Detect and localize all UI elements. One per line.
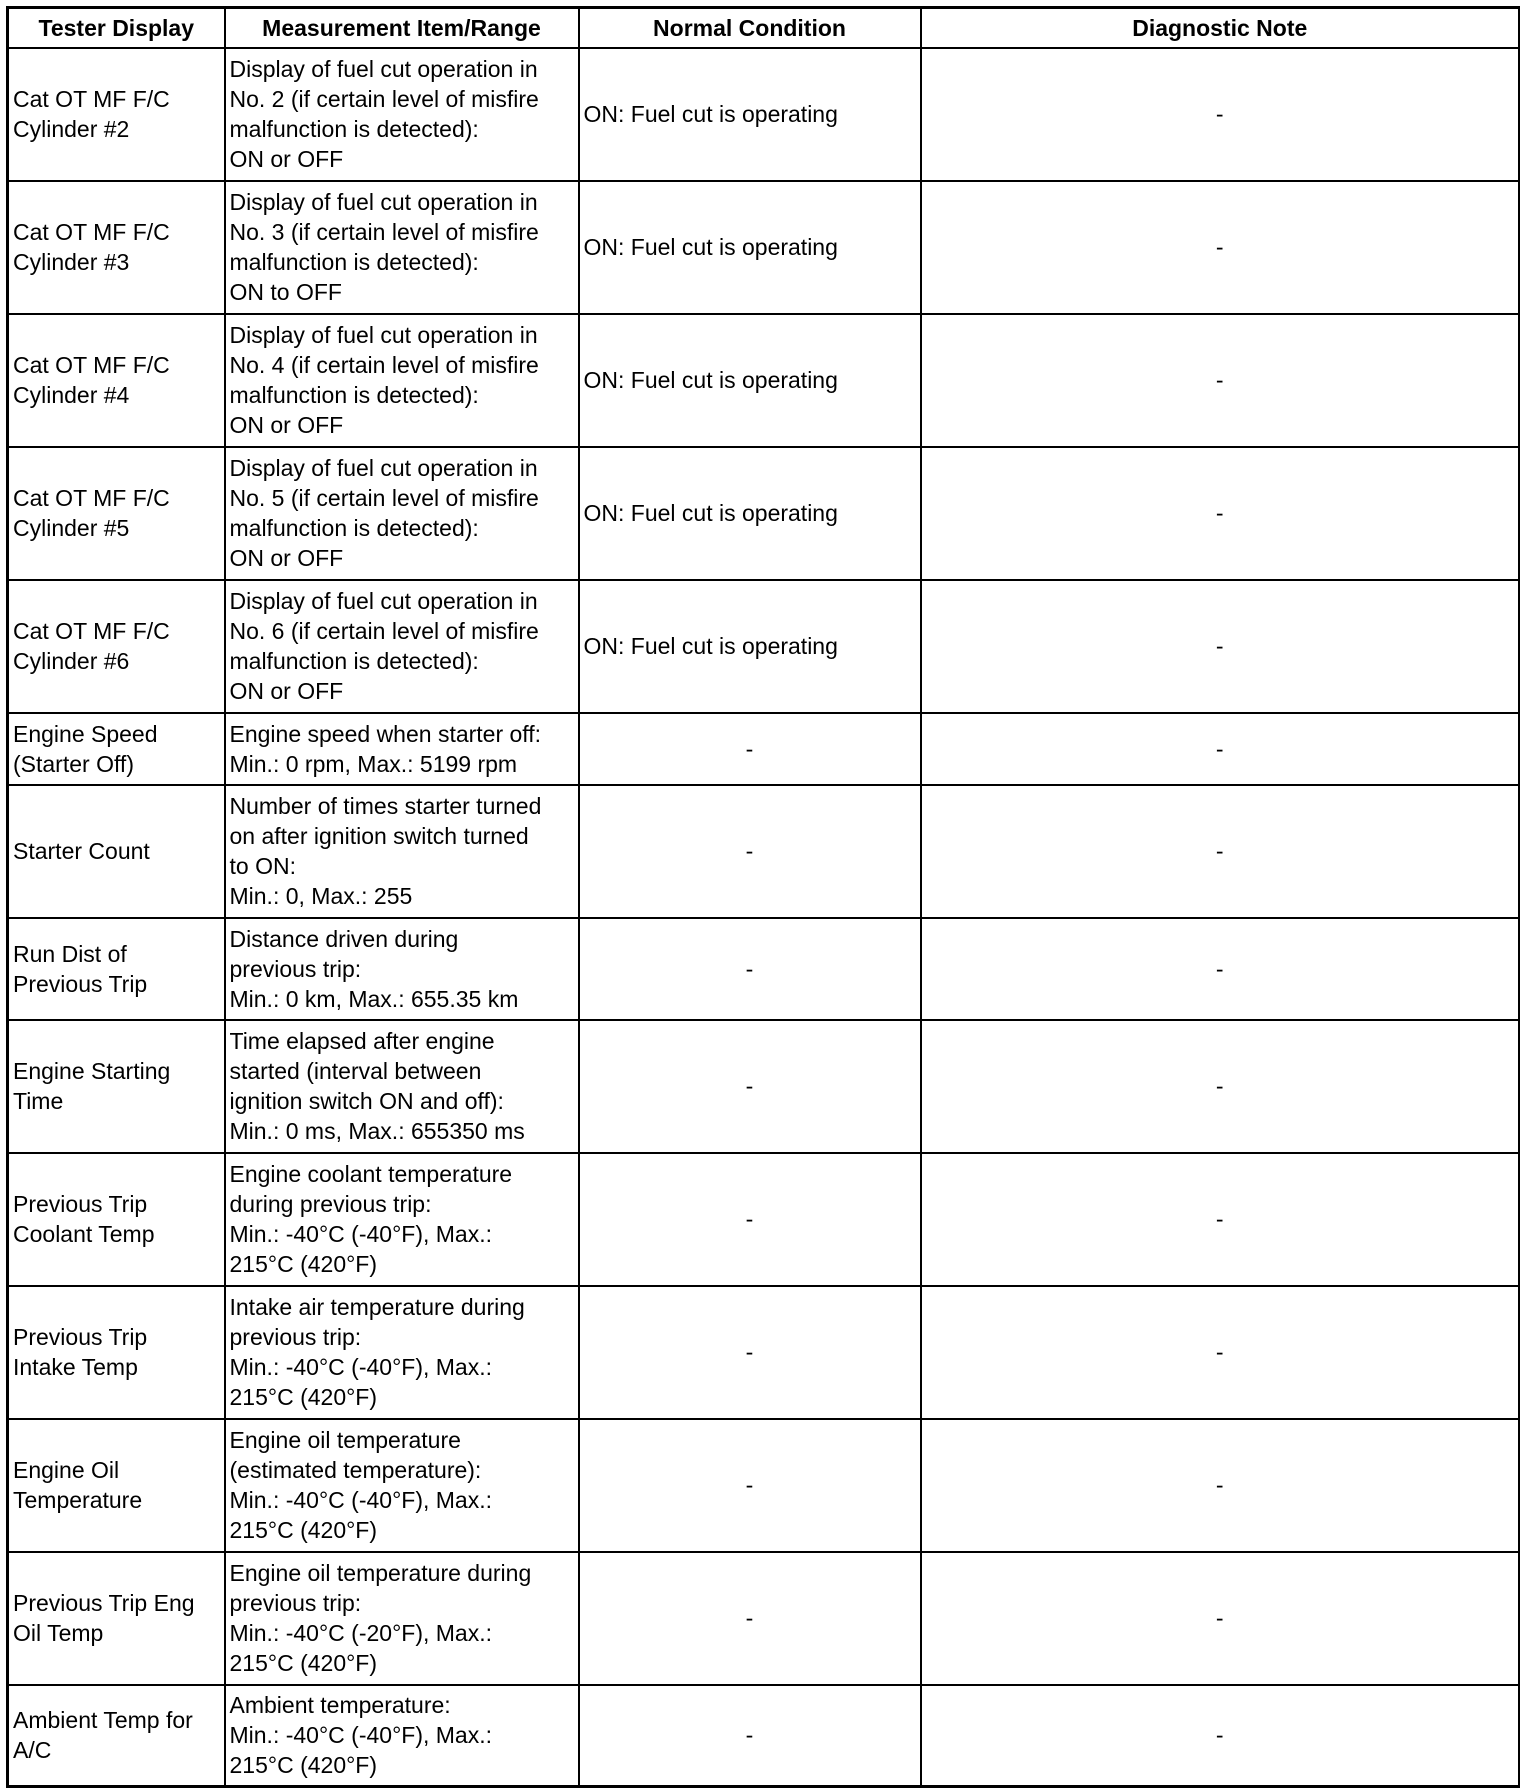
measurement-item-cell: Number of times starter turned on after ignition switch turned to ON: Min.: 0, Max.: 255 bbox=[225, 785, 579, 918]
tester-display-cell: Previous Trip Coolant Temp bbox=[8, 1153, 225, 1286]
data-list-table bbox=[6, 6, 1520, 1788]
table-row bbox=[8, 1020, 1520, 1153]
table-row bbox=[8, 1552, 1520, 1685]
normal-condition-cell: ON: Fuel cut is operating bbox=[579, 181, 921, 314]
normal-condition-cell: - bbox=[579, 1419, 921, 1552]
measurement-item-cell: Display of fuel cut operation in No. 6 (if certain level of misfire malfunction is detected): ON or OFF bbox=[225, 580, 579, 713]
measurement-item-cell: Engine speed when starter off: Min.: 0 rpm, Max.: 5199 rpm bbox=[225, 713, 579, 785]
measurement-item-cell: Display of fuel cut operation in No. 2 (if certain level of misfire malfunction is detected): ON or OFF bbox=[225, 48, 579, 181]
table-row bbox=[8, 1153, 1520, 1286]
tester-display-cell: Previous Trip Eng Oil Temp bbox=[8, 1552, 225, 1685]
normal-condition-cell: ON: Fuel cut is operating bbox=[579, 447, 921, 580]
normal-condition-cell: - bbox=[579, 1020, 921, 1153]
header-tester-display: Tester Display bbox=[8, 8, 225, 48]
table-row bbox=[8, 181, 1520, 314]
diagnostic-note-cell: - bbox=[921, 1153, 1520, 1286]
measurement-item-cell: Engine coolant temperature during previous trip: Min.: -40°C (-40°F), Max.: 215°C (420°F) bbox=[225, 1153, 579, 1286]
tester-display-cell: Cat OT MF F/C Cylinder #4 bbox=[8, 314, 225, 447]
tester-display-cell: Ambient Temp for A/C bbox=[8, 1685, 225, 1787]
diagnostic-note-cell: - bbox=[921, 785, 1520, 918]
measurement-item-cell: Engine oil temperature during previous trip: Min.: -40°C (-20°F), Max.: 215°C (420°F) bbox=[225, 1552, 579, 1685]
header-measurement-item: Measurement Item/Range bbox=[225, 8, 579, 48]
measurement-item-cell: Distance driven during previous trip: Min.: 0 km, Max.: 655.35 km bbox=[225, 918, 579, 1020]
table-row bbox=[8, 713, 1520, 785]
normal-condition-cell: ON: Fuel cut is operating bbox=[579, 580, 921, 713]
tester-display-cell: Cat OT MF F/C Cylinder #3 bbox=[8, 181, 225, 314]
table-row bbox=[8, 447, 1520, 580]
tester-display-cell: Cat OT MF F/C Cylinder #2 bbox=[8, 48, 225, 181]
diagnostic-note-cell: - bbox=[921, 314, 1520, 447]
header-diagnostic-note: Diagnostic Note bbox=[921, 8, 1520, 48]
normal-condition-cell: - bbox=[579, 918, 921, 1020]
table-row bbox=[8, 1286, 1520, 1419]
tester-display-cell: Run Dist of Previous Trip bbox=[8, 918, 225, 1020]
diagnostic-note-cell: - bbox=[921, 580, 1520, 713]
measurement-item-cell: Display of fuel cut operation in No. 4 (if certain level of misfire malfunction is detected): ON or OFF bbox=[225, 314, 579, 447]
measurement-item-cell: Display of fuel cut operation in No. 3 (if certain level of misfire malfunction is detected): ON to OFF bbox=[225, 181, 579, 314]
tester-display-cell: Starter Count bbox=[8, 785, 225, 918]
measurement-item-cell: Display of fuel cut operation in No. 5 (if certain level of misfire malfunction is detected): ON or OFF bbox=[225, 447, 579, 580]
table-row bbox=[8, 918, 1520, 1020]
normal-condition-cell: - bbox=[579, 1552, 921, 1685]
header-normal-condition: Normal Condition bbox=[579, 8, 921, 48]
tester-display-cell: Cat OT MF F/C Cylinder #5 bbox=[8, 447, 225, 580]
measurement-item-cell: Ambient temperature: Min.: -40°C (-40°F), Max.: 215°C (420°F) bbox=[225, 1685, 579, 1787]
tester-display-cell: Previous Trip Intake Temp bbox=[8, 1286, 225, 1419]
normal-condition-cell: - bbox=[579, 1685, 921, 1787]
diagnostic-note-cell: - bbox=[921, 1020, 1520, 1153]
diagnostic-note-cell: - bbox=[921, 447, 1520, 580]
table-row bbox=[8, 1419, 1520, 1552]
tester-display-cell: Engine Starting Time bbox=[8, 1020, 225, 1153]
diagnostic-note-cell: - bbox=[921, 1286, 1520, 1419]
normal-condition-cell: - bbox=[579, 1286, 921, 1419]
table-header-row bbox=[8, 8, 1520, 48]
normal-condition-cell: - bbox=[579, 785, 921, 918]
tester-display-cell: Cat OT MF F/C Cylinder #6 bbox=[8, 580, 225, 713]
table-row bbox=[8, 314, 1520, 447]
measurement-item-cell: Time elapsed after engine started (interval between ignition switch ON and off): Min.: 0 ms, Max.: 655350 ms bbox=[225, 1020, 579, 1153]
diagnostic-note-cell: - bbox=[921, 713, 1520, 785]
table-row bbox=[8, 785, 1520, 918]
table-row bbox=[8, 48, 1520, 181]
diagnostic-note-cell: - bbox=[921, 1685, 1520, 1787]
diagnostic-note-cell: - bbox=[921, 1419, 1520, 1552]
normal-condition-cell: ON: Fuel cut is operating bbox=[579, 314, 921, 447]
measurement-item-cell: Intake air temperature during previous trip: Min.: -40°C (-40°F), Max.: 215°C (420°F) bbox=[225, 1286, 579, 1419]
normal-condition-cell: ON: Fuel cut is operating bbox=[579, 48, 921, 181]
diagnostic-note-cell: - bbox=[921, 48, 1520, 181]
diagnostic-note-cell: - bbox=[921, 181, 1520, 314]
measurement-item-cell: Engine oil temperature (estimated temperature): Min.: -40°C (-40°F), Max.: 215°C (420°F) bbox=[225, 1419, 579, 1552]
normal-condition-cell: - bbox=[579, 713, 921, 785]
normal-condition-cell: - bbox=[579, 1153, 921, 1286]
tester-display-cell: Engine Oil Temperature bbox=[8, 1419, 225, 1552]
tester-display-cell: Engine Speed (Starter Off) bbox=[8, 713, 225, 785]
diagnostic-note-cell: - bbox=[921, 918, 1520, 1020]
table-row bbox=[8, 1685, 1520, 1787]
diagnostic-note-cell: - bbox=[921, 1552, 1520, 1685]
table-row bbox=[8, 580, 1520, 713]
